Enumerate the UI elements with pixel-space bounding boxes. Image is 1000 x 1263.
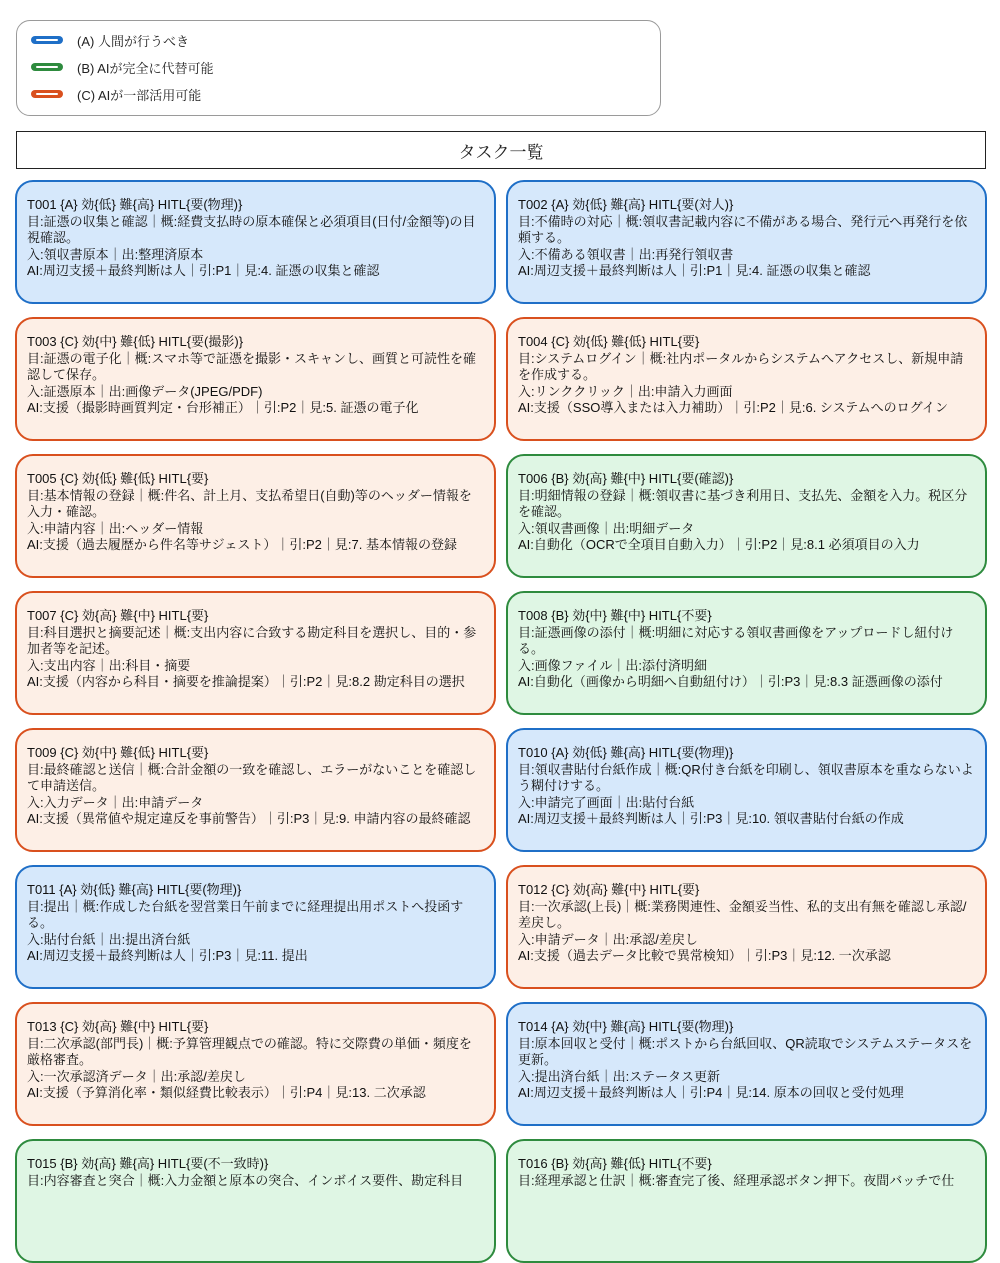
task-header: T011 {A} 効{低} 難{高} HITL{要(物理)} bbox=[27, 882, 242, 897]
task-io: 入:提出済台紙｜出:ステータス更新 bbox=[518, 1068, 720, 1084]
task-io: 入:リンククリック｜出:申請入力画面 bbox=[518, 383, 733, 399]
task-purpose: 目:システムログイン｜概:社内ポータルからシステムへアクセスし、新規申請を作成する。 bbox=[518, 350, 964, 382]
task-card-t005[interactable] bbox=[15, 454, 496, 578]
task-card-t007[interactable] bbox=[15, 591, 496, 715]
task-ai: AI:自動化（画像から明細へ自動紐付け）｜引:P3｜見:8.3 証憑画像の添付 bbox=[518, 674, 943, 689]
task-header: T009 {C} 効{中} 難{低} HITL{要} bbox=[27, 745, 209, 760]
task-card-t006[interactable] bbox=[506, 454, 987, 578]
task-header: T005 {C} 効{低} 難{低} HITL{要} bbox=[27, 471, 209, 486]
task-ai: AI:支援（内容から科目・摘要を推論提案）｜引:P2｜見:8.2 勘定科目の選択 bbox=[27, 674, 465, 689]
task-purpose: 目:証憑の収集と確認｜概:経費支払時の原本確保と必須項目(日付/金額等)の目視確認。 bbox=[27, 213, 476, 245]
task-card-t010[interactable] bbox=[506, 728, 987, 852]
task-ai: AI:支援（撮影時画質判定・台形補正）｜引:P2｜見:5. 証憑の電子化 bbox=[27, 400, 419, 415]
task-purpose: 目:領収書貼付台紙作成｜概:QR付き台紙を印刷し、領収書原本を重ならないよう糊付けする。 bbox=[518, 761, 974, 793]
task-header: T015 {B} 効{高} 難{高} HITL{要(不一致時)} bbox=[27, 1156, 269, 1171]
task-purpose: 目:証憑の電子化｜概:スマホ等で証憑を撮影・スキャンし、画質と可読性を確認して保存。 bbox=[27, 350, 476, 382]
task-header: T012 {C} 効{高} 難{中} HITL{要} bbox=[518, 882, 700, 897]
task-io: 入:領収書画像｜出:明細データ bbox=[518, 520, 695, 536]
task-card-t015[interactable] bbox=[15, 1139, 496, 1263]
task-io: 入:証憑原本｜出:画像データ(JPEG/PDF) bbox=[27, 383, 263, 399]
task-header: T016 {B} 効{高} 難{低} HITL{不要} bbox=[518, 1156, 712, 1171]
legend-label: (A) 人間が行うべき bbox=[77, 33, 189, 49]
task-io: 入:領収書原本｜出:整理済原本 bbox=[27, 246, 204, 262]
task-io: 入:申請データ｜出:承認/差戻し bbox=[518, 931, 698, 947]
task-header: T002 {A} 効{低} 難{高} HITL{要(対人)} bbox=[518, 197, 734, 212]
task-header: T003 {C} 効{中} 難{低} HITL{要(撮影)} bbox=[27, 334, 244, 349]
legend-label: (C) AIが一部活用可能 bbox=[77, 87, 202, 103]
task-io: 入:申請完了画面｜出:貼付台紙 bbox=[518, 794, 695, 810]
task-header: T007 {C} 効{高} 難{中} HITL{要} bbox=[27, 608, 209, 623]
task-card-t013[interactable] bbox=[15, 1002, 496, 1126]
task-purpose: 目:提出｜概:作成した台紙を翌営業日午前までに経理提出用ポストへ投函する。 bbox=[27, 898, 464, 930]
task-header: T013 {C} 効{高} 難{中} HITL{要} bbox=[27, 1019, 209, 1034]
category-legend bbox=[16, 20, 661, 116]
task-ai: AI:周辺支援＋最終判断は人｜引:P1｜見:4. 証憑の収集と確認 bbox=[518, 263, 871, 278]
task-io: 入:支出内容｜出:科目・摘要 bbox=[27, 657, 191, 673]
task-card-t011[interactable] bbox=[15, 865, 496, 989]
task-purpose: 目:一次承認(上長)｜概:業務関連性、金額妥当性、私的支出有無を確認し承認/差戻し。 bbox=[518, 898, 967, 930]
task-ai: AI:支援（過去履歴から件名等サジェスト）｜引:P2｜見:7. 基本情報の登録 bbox=[27, 537, 457, 552]
legend-item-c bbox=[31, 84, 201, 104]
task-card-t004[interactable] bbox=[506, 317, 987, 441]
legend-swatch-green-icon bbox=[31, 63, 63, 71]
legend-swatch-blue-icon bbox=[31, 36, 63, 44]
legend-item-b bbox=[31, 57, 214, 77]
task-card-t012[interactable] bbox=[506, 865, 987, 989]
legend-swatch-orange-icon bbox=[31, 90, 63, 98]
legend-label: (B) AIが完全に代替可能 bbox=[77, 60, 214, 76]
task-ai: AI:周辺支援＋最終判断は人｜引:P3｜見:10. 領収書貼付台紙の作成 bbox=[518, 811, 904, 826]
task-card-t014[interactable] bbox=[506, 1002, 987, 1126]
task-header: T010 {A} 効{低} 難{高} HITL{要(物理)} bbox=[518, 745, 734, 760]
task-io: 入:一次承認済データ｜出:承認/差戻し bbox=[27, 1068, 246, 1084]
task-ai: AI:自動化（OCRで全項目自動入力）｜引:P2｜見:8.1 必須項目の入力 bbox=[518, 537, 920, 552]
task-header: T014 {A} 効{中} 難{高} HITL{要(物理)} bbox=[518, 1019, 734, 1034]
task-purpose: 目:明細情報の登録｜概:領収書に基づき利用日、支払先、金額を入力。税区分を確認。 bbox=[518, 487, 968, 519]
task-purpose: 目:経理承認と仕訳｜概:審査完了後、経理承認ボタン押下。夜間バッチで仕 bbox=[518, 1172, 955, 1188]
task-io: 入:不備ある領収書｜出:再発行領収書 bbox=[518, 246, 734, 262]
task-ai: AI:周辺支援＋最終判断は人｜引:P1｜見:4. 証憑の収集と確認 bbox=[27, 263, 380, 278]
legend-item-a bbox=[31, 30, 189, 50]
task-ai: AI:支援（異常値や規定違反を事前警告）｜引:P3｜見:9. 申請内容の最終確認 bbox=[27, 811, 471, 826]
task-purpose: 目:内容審査と突合｜概:入力金額と原本の突合、インボイス要件、勘定科目 bbox=[27, 1172, 464, 1188]
task-purpose: 目:最終確認と送信｜概:合計金額の一致を確認し、エラーがないことを確認して申請送信。 bbox=[27, 761, 477, 793]
task-purpose: 目:二次承認(部門長)｜概:予算管理観点での確認。特に交際費の単価・頻度を厳格審査。 bbox=[27, 1035, 472, 1067]
task-ai: AI:支援（過去データ比較で異常検知）｜引:P3｜見:12. 一次承認 bbox=[518, 948, 891, 963]
task-card-t016[interactable] bbox=[506, 1139, 987, 1263]
task-ai: AI:周辺支援＋最終判断は人｜引:P4｜見:14. 原本の回収と受付処理 bbox=[518, 1085, 904, 1100]
task-list-title: タスク一覧 bbox=[16, 131, 986, 169]
task-purpose: 目:科目選択と摘要記述｜概:支出内容に合致する勘定科目を選択し、目的・参加者等を記述。 bbox=[27, 624, 477, 656]
task-purpose: 目:原本回収と受付｜概:ポストから台紙回収、QR読取でシステムステータスを更新。 bbox=[518, 1035, 973, 1067]
task-purpose: 目:不備時の対応｜概:領収書記載内容に不備がある場合、発行元へ再発行を依頼する。 bbox=[518, 213, 968, 245]
task-ai: AI:支援（予算消化率・類似経費比較表示）｜引:P4｜見:13. 二次承認 bbox=[27, 1085, 426, 1100]
task-card-t003[interactable] bbox=[15, 317, 496, 441]
task-card-t009[interactable] bbox=[15, 728, 496, 852]
task-header: T008 {B} 効{中} 難{中} HITL{不要} bbox=[518, 608, 712, 623]
task-grid bbox=[15, 180, 987, 1263]
task-card-t008[interactable] bbox=[506, 591, 987, 715]
task-ai: AI:支援（SSO導入または入力補助）｜引:P2｜見:6. システムへのログイン bbox=[518, 400, 948, 415]
task-io: 入:貼付台紙｜出:提出済台紙 bbox=[27, 931, 191, 947]
task-header: T004 {C} 効{低} 難{低} HITL{要} bbox=[518, 334, 700, 349]
task-io: 入:画像ファイル｜出:添付済明細 bbox=[518, 657, 707, 673]
task-io: 入:申請内容｜出:ヘッダー情報 bbox=[27, 520, 204, 536]
task-purpose: 目:基本情報の登録｜概:件名、計上月、支払希望日(自動)等のヘッダー情報を入力・確認。 bbox=[27, 487, 472, 519]
task-header: T001 {A} 効{低} 難{高} HITL{要(物理)} bbox=[27, 197, 243, 212]
task-io: 入:入力データ｜出:申請データ bbox=[27, 794, 204, 810]
task-ai: AI:周辺支援＋最終判断は人｜引:P3｜見:11. 提出 bbox=[27, 948, 308, 963]
task-card-t001[interactable] bbox=[15, 180, 496, 304]
task-card-t002[interactable] bbox=[506, 180, 987, 304]
task-header: T006 {B} 効{高} 難{中} HITL{要(確認)} bbox=[518, 471, 734, 486]
task-purpose: 目:証憑画像の添付｜概:明細に対応する領収書画像をアップロードし紐付ける。 bbox=[518, 624, 954, 656]
